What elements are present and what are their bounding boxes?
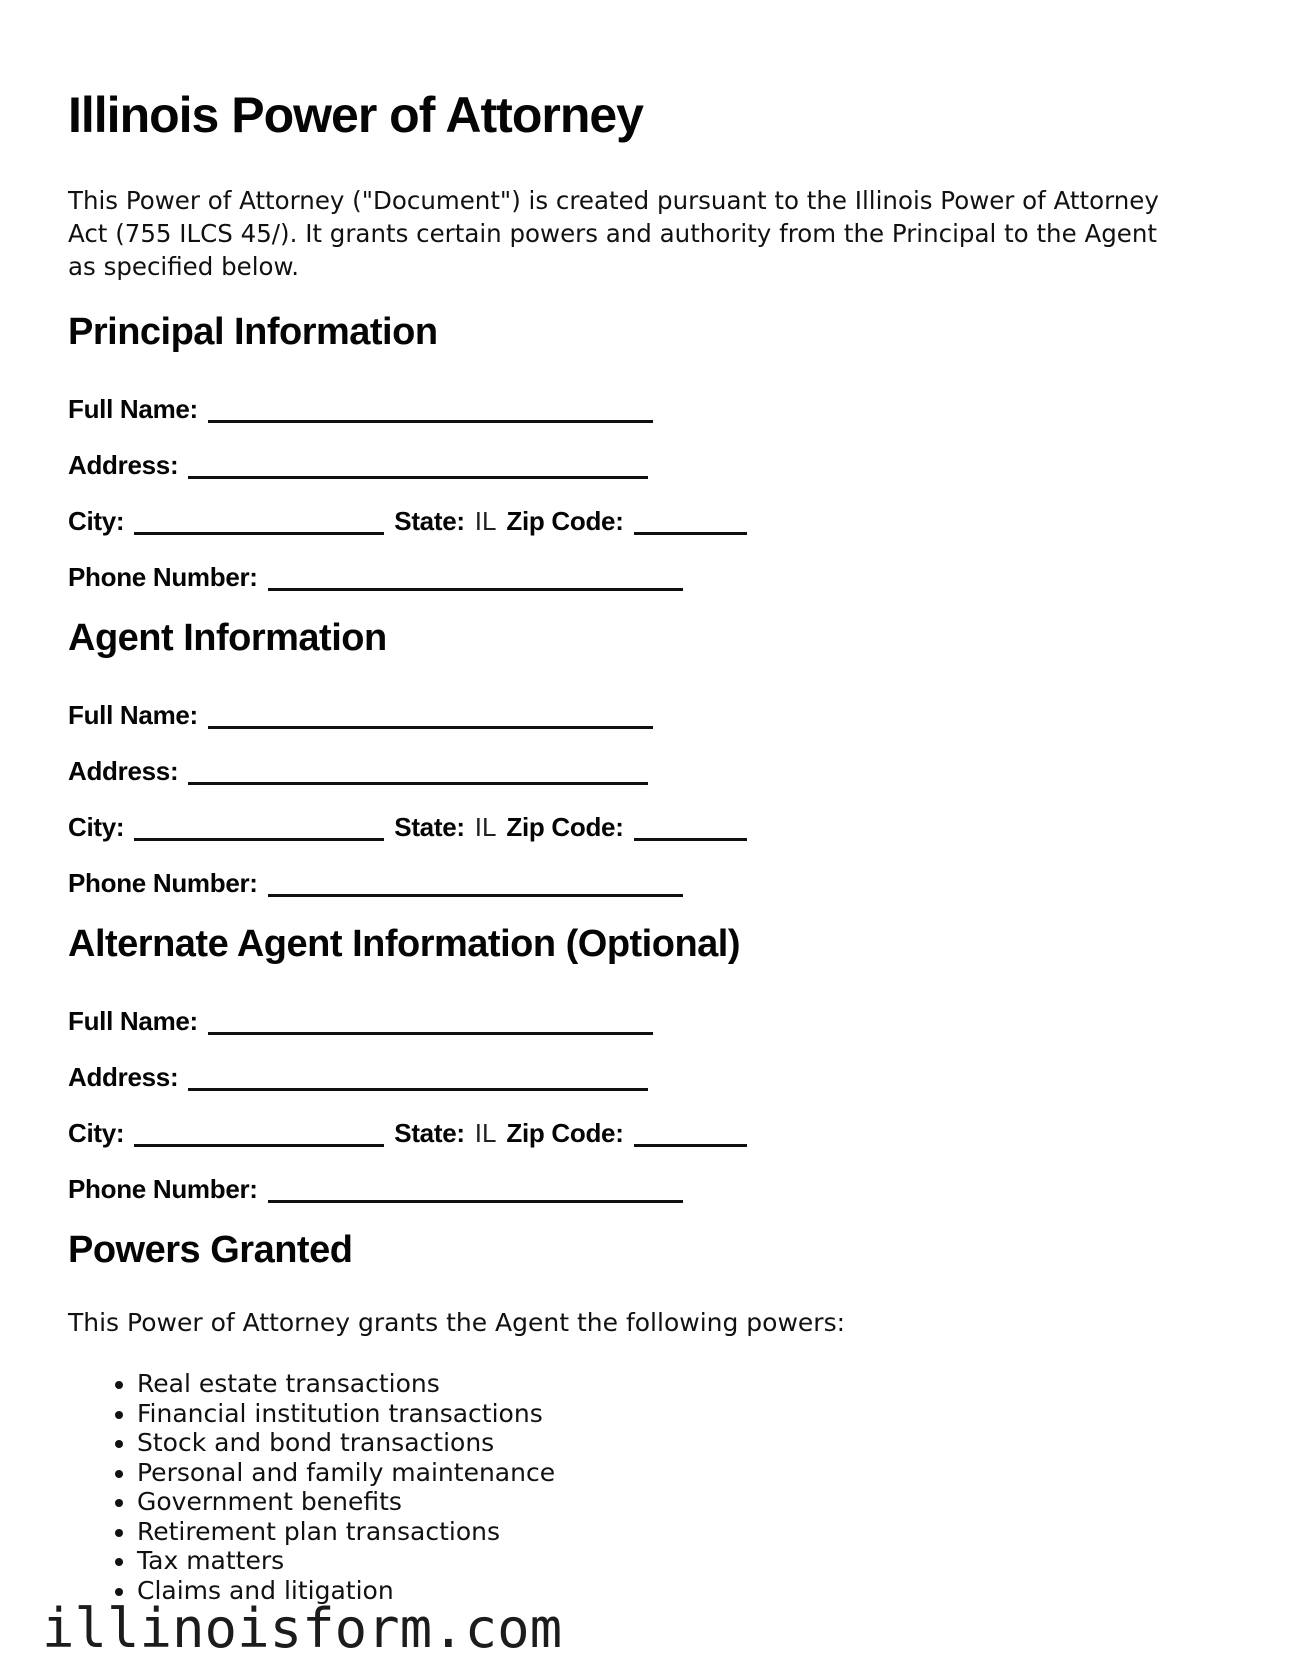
full-name-label: Full Name: [68,700,198,730]
address-label: Address: [68,756,179,786]
field-row-address [68,447,1207,480]
field-row-phone [68,559,1207,592]
full-name-blank-line [208,396,653,423]
city-label: City: [68,1118,125,1148]
full-name-blank-line [208,1008,653,1035]
intro-line: as specified below. [68,252,300,281]
section-heading-alternate-agent: Alternate Agent Information (Optional) [68,923,741,965]
phone-blank-line [268,564,683,591]
address-label: Address: [68,450,179,480]
state-label: State: [394,812,465,842]
phone-blank-line [268,870,683,897]
intro-line: This Power of Attorney ("Document") is created pursuant to the Illinois Power of Attorney [68,186,1159,215]
power-item: • Retirement plan transactions [137,1517,1207,1547]
power-item: • Stock and bond transactions [137,1428,1207,1458]
field-row-city-state-zip [68,809,1207,842]
full-name-blank-line [208,702,653,729]
power-item: • Real estate transactions [137,1369,1207,1399]
field-row-city-state-zip [68,1115,1207,1148]
field-row-full-name [68,697,1207,730]
field-row-address [68,1059,1207,1092]
address-label: Address: [68,1062,179,1092]
phone-label: Phone Number: [68,1174,258,1204]
field-row-full-name [68,1003,1207,1036]
document-title: Illinois Power of Attorney [68,87,643,143]
state-value: IL [474,1118,497,1148]
principal-fields [68,391,1207,592]
powers-intro: This Power of Attorney grants the Agent the following powers: [68,1308,846,1337]
field-row-phone [68,1171,1207,1204]
power-item: • Tax matters [137,1546,1207,1576]
zip-code-label: Zip Code: [506,812,624,842]
field-row-address [68,753,1207,786]
agent-fields [68,697,1207,898]
city-blank-line [134,1120,384,1147]
zip-code-label: Zip Code: [506,1118,624,1148]
full-name-label: Full Name: [68,1006,198,1036]
state-label: State: [394,1118,465,1148]
intro-line: Act (755 ILCS 45/). It grants certain powers and authority from the Principal to the Agent [68,219,1157,248]
city-blank-line [134,814,384,841]
section-heading-principal: Principal Information [68,311,438,353]
field-row-city-state-zip [68,503,1207,536]
phone-label: Phone Number: [68,562,258,592]
power-item: • Claims and litigation [137,1576,1207,1606]
section-heading-powers-granted: Powers Granted [68,1229,353,1271]
watermark: illinoisform.com [42,1597,563,1660]
address-blank-line [188,758,648,785]
phone-label: Phone Number: [68,868,258,898]
phone-blank-line [268,1176,683,1203]
section-heading-agent: Agent Information [68,617,387,659]
city-label: City: [68,506,125,536]
intro-paragraph [68,184,1207,283]
city-blank-line [134,508,384,535]
state-value: IL [474,506,497,536]
power-item: • Government benefits [137,1487,1207,1517]
zip-blank-line [634,1120,747,1147]
powers-list [68,1369,1207,1605]
power-item: • Financial institution transactions [137,1399,1207,1429]
power-item: • Personal and family maintenance [137,1458,1207,1488]
field-row-phone [68,865,1207,898]
state-label: State: [394,506,465,536]
zip-blank-line [634,508,747,535]
address-blank-line [188,452,648,479]
state-value: IL [474,812,497,842]
alternate-agent-fields [68,1003,1207,1204]
address-blank-line [188,1064,648,1091]
zip-code-label: Zip Code: [506,506,624,536]
field-row-full-name [68,391,1207,424]
zip-blank-line [634,814,747,841]
city-label: City: [68,812,125,842]
full-name-label: Full Name: [68,394,198,424]
